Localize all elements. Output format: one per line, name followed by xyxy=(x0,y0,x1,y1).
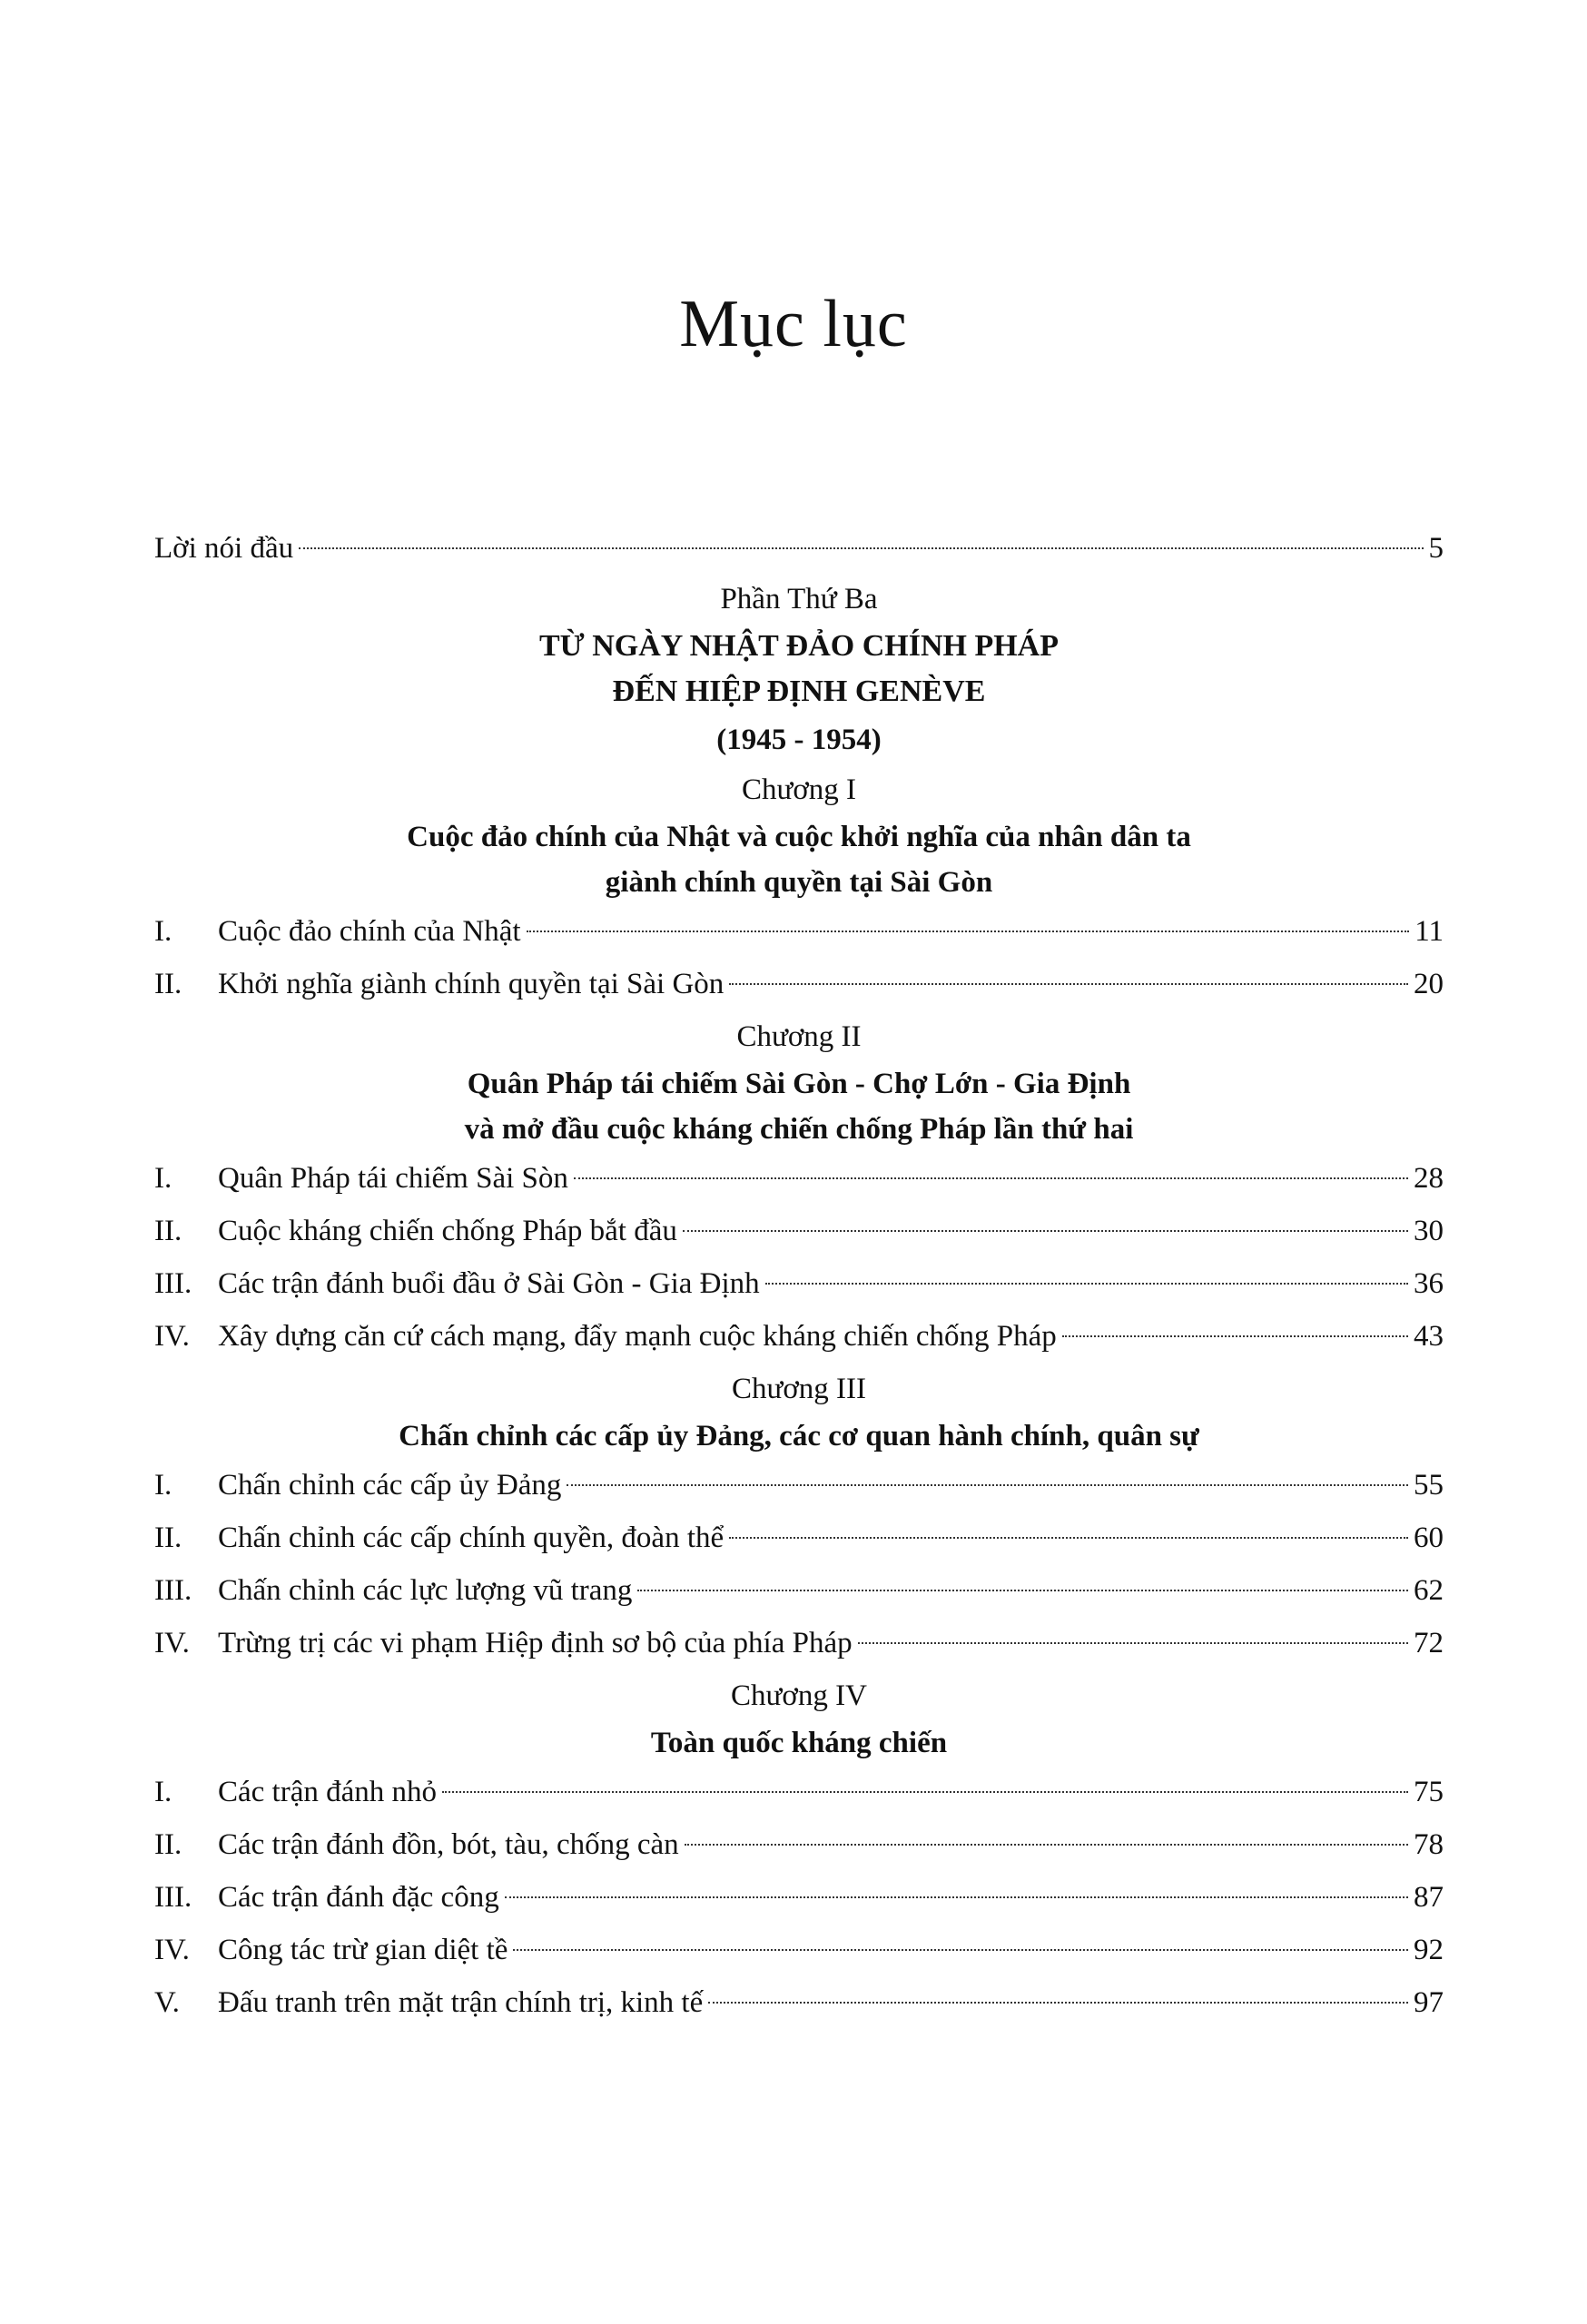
toc-entry-page: 28 xyxy=(1414,1162,1444,1195)
toc-entry-number: II. xyxy=(154,1215,182,1247)
toc-entry[interactable] xyxy=(154,1924,1444,1976)
dot-leader xyxy=(683,1230,1408,1232)
part-title-line-1: TỪ NGÀY NHẬT ĐẢO CHÍNH PHÁP xyxy=(538,629,1060,663)
dot-leader xyxy=(729,1537,1408,1539)
dot-leader xyxy=(513,1949,1408,1951)
toc-entry[interactable] xyxy=(154,1976,1444,2029)
dot-leader xyxy=(858,1642,1408,1644)
chapter-list xyxy=(154,765,1444,2031)
dot-leader xyxy=(685,1844,1408,1846)
toc-entry[interactable] xyxy=(154,1871,1444,1924)
table-of-contents xyxy=(154,522,1444,2031)
dot-leader xyxy=(765,1283,1408,1285)
toc-entry-page: 92 xyxy=(1414,1934,1444,1966)
dot-leader xyxy=(442,1791,1408,1793)
dot-leader xyxy=(567,1484,1408,1486)
toc-entry-number: III. xyxy=(154,1881,192,1914)
chapter-title-line: Toàn quốc kháng chiến xyxy=(650,1727,948,1759)
toc-entry-page: 75 xyxy=(1414,1776,1444,1808)
dot-leader xyxy=(574,1177,1408,1179)
toc-entry-label: Các trận đánh nhỏ xyxy=(218,1776,438,1808)
toc-entry[interactable] xyxy=(154,1766,1444,1818)
toc-entry[interactable] xyxy=(154,1564,1444,1617)
toc-entry-page: 62 xyxy=(1414,1574,1444,1607)
toc-entry-number: IV. xyxy=(154,1320,190,1353)
chapter-title-line: Cuộc đảo chính của Nhật và cuộc khởi nghĩa của nhân dân ta xyxy=(407,821,1191,853)
part-years: (1945 - 1954) xyxy=(716,724,882,756)
toc-entry-number: I. xyxy=(154,915,172,948)
chapter-name: Chương I xyxy=(741,773,857,806)
page-title: Mục lục xyxy=(679,287,908,361)
toc-entry[interactable] xyxy=(154,1617,1444,1669)
toc-entry[interactable] xyxy=(154,958,1444,1010)
toc-entry-page: 55 xyxy=(1414,1469,1444,1502)
toc-entry[interactable] xyxy=(154,1459,1444,1512)
chapter-title-line: giành chính quyền tại Sài Gòn xyxy=(605,866,993,899)
dot-leader xyxy=(1062,1335,1408,1337)
toc-entry-label: Cuộc kháng chiến chống Pháp bắt đầu xyxy=(218,1215,677,1247)
toc-entry-label: Chấn chỉnh các lực lượng vũ trang xyxy=(218,1574,633,1607)
toc-entry-label: Xây dựng căn cứ cách mạng, đẩy mạnh cuộc kháng chiến chống Pháp xyxy=(218,1320,1057,1353)
toc-entry[interactable] xyxy=(154,1512,1444,1564)
toc-entry[interactable] xyxy=(154,1257,1444,1310)
toc-entry-number: II. xyxy=(154,1521,182,1554)
toc-entry-page: 30 xyxy=(1414,1215,1444,1247)
chapter-block xyxy=(154,765,1444,1012)
toc-entry-label: Cuộc đảo chính của Nhật xyxy=(218,915,521,948)
toc-entry-page: 60 xyxy=(1414,1521,1444,1554)
dot-leader xyxy=(505,1896,1408,1898)
chapter-block xyxy=(154,1012,1444,1364)
toc-entry-number: II. xyxy=(154,968,182,1000)
toc-entry-number: III. xyxy=(154,1267,192,1300)
toc-entry-label: Các trận đánh buổi đầu ở Sài Gòn - Gia Định xyxy=(218,1267,760,1300)
toc-entry[interactable] xyxy=(154,1152,1444,1205)
toc-entry-page: 36 xyxy=(1414,1267,1444,1300)
toc-entry-label: Các trận đánh đặc công xyxy=(218,1881,499,1914)
toc-entry-page: 20 xyxy=(1414,968,1444,1000)
chapter-name: Chương III xyxy=(731,1373,867,1405)
toc-entry-number: IV. xyxy=(154,1627,190,1659)
toc-entry-label: Khởi nghĩa giành chính quyền tại Sài Gòn xyxy=(218,968,724,1000)
toc-entry[interactable] xyxy=(154,905,1444,958)
part-title-line-2: ĐẾN HIỆP ĐỊNH GENÈVE xyxy=(612,675,986,708)
dot-leader xyxy=(708,2002,1408,2004)
part-name: Phần Thứ Ba xyxy=(720,583,878,615)
toc-entry-page: 72 xyxy=(1414,1627,1444,1659)
toc-entry-label: Chấn chỉnh các cấp ủy Đảng xyxy=(218,1469,562,1502)
toc-entry-page: 5 xyxy=(1428,532,1444,565)
toc-entry-preface[interactable] xyxy=(154,522,1444,575)
chapter-block xyxy=(154,1364,1444,1671)
toc-entry-number: I. xyxy=(154,1162,172,1195)
toc-entry-number: I. xyxy=(154,1469,172,1502)
toc-entry-number: III. xyxy=(154,1574,192,1607)
toc-entry-number: IV. xyxy=(154,1934,190,1966)
chapter-title-line: Quân Pháp tái chiếm Sài Gòn - Chợ Lớn - Gia Định xyxy=(467,1068,1131,1100)
toc-entry-label: Lời nói đầu xyxy=(154,532,294,565)
chapter-name: Chương II xyxy=(736,1020,862,1053)
toc-entry[interactable] xyxy=(154,1310,1444,1363)
toc-entry-number: V. xyxy=(154,1986,180,2019)
dot-leader xyxy=(637,1590,1408,1591)
chapter-title-line: Chấn chỉnh các cấp ủy Đảng, các cơ quan hành chính, quân sự xyxy=(399,1420,1199,1452)
toc-entry-number: I. xyxy=(154,1776,172,1808)
toc-entry-page: 43 xyxy=(1414,1320,1444,1353)
toc-entry-label: Đấu tranh trên mặt trận chính trị, kinh tế xyxy=(218,1986,704,2019)
toc-entry-label: Trừng trị các vi phạm Hiệp định sơ bộ của phía Pháp xyxy=(218,1627,853,1659)
toc-entry-page: 11 xyxy=(1414,915,1444,948)
dot-leader xyxy=(729,983,1408,985)
toc-entry-page: 78 xyxy=(1414,1828,1444,1861)
toc-entry-page: 87 xyxy=(1414,1881,1444,1914)
chapter-block xyxy=(154,1671,1444,2031)
toc-entry-label: Các trận đánh đồn, bót, tàu, chống càn xyxy=(218,1828,679,1861)
toc-entry[interactable] xyxy=(154,1818,1444,1871)
toc-entry[interactable] xyxy=(154,1205,1444,1257)
toc-entry-page: 97 xyxy=(1414,1986,1444,2019)
chapter-name: Chương IV xyxy=(731,1679,867,1712)
chapter-title-line: và mở đầu cuộc kháng chiến chống Pháp lần thứ hai xyxy=(464,1113,1134,1146)
dot-leader xyxy=(527,931,1410,932)
toc-entry-label: Quân Pháp tái chiếm Sài Sòn xyxy=(218,1162,568,1195)
dot-leader xyxy=(299,547,1423,549)
toc-entry-number: II. xyxy=(154,1828,182,1861)
toc-entry-label: Công tác trừ gian diệt tề xyxy=(218,1934,508,1966)
toc-entry-label: Chấn chỉnh các cấp chính quyền, đoàn thể xyxy=(218,1521,724,1554)
